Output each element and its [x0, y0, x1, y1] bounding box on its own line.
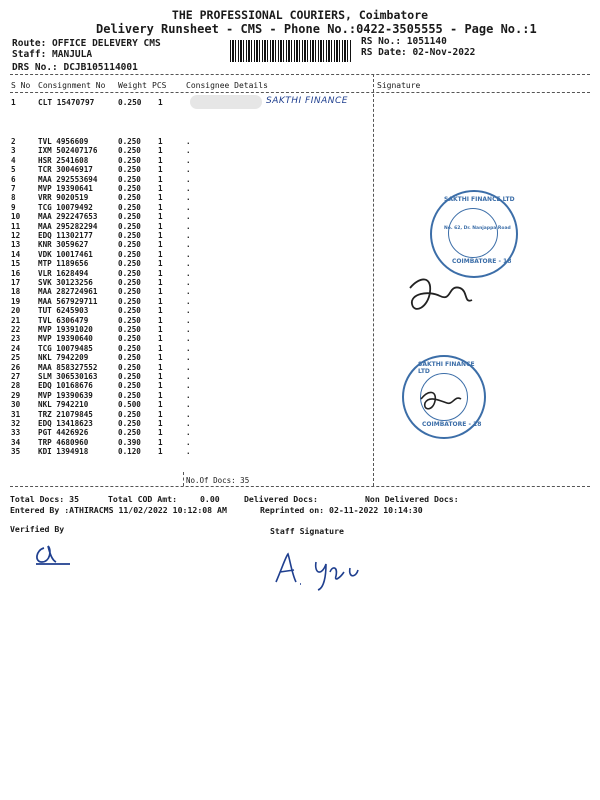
consignee-dot: . — [186, 400, 191, 410]
consignee-dot: . — [186, 343, 191, 353]
row-consignment: HSR 2541608 — [38, 155, 89, 165]
table-row — [0, 166, 600, 174]
row-pcs: 1 — [158, 212, 163, 222]
row-sno: 24 — [11, 343, 21, 353]
row-consignment: MVP 19391020 — [38, 325, 93, 334]
row-weight: 0.250 — [118, 212, 141, 222]
row-weight: 0.250 — [118, 98, 142, 107]
row-weight: 0.250 — [118, 390, 141, 400]
consignee-dot: . — [186, 437, 191, 447]
consignee-dot: . — [186, 202, 191, 212]
consignee-dot: . — [186, 428, 191, 438]
row-pcs: 1 — [158, 296, 163, 306]
row-consignment: EDQ 10168676 — [38, 381, 93, 391]
drs-number: DRS No.: DCJB105114001 — [12, 62, 138, 73]
consignee-dot: . — [186, 231, 191, 240]
consignee-dot: . — [186, 184, 191, 193]
row-consignment: VDK 10017461 — [38, 249, 93, 259]
row-consignment: TVL 4956609 — [38, 137, 89, 146]
consignee-dot: . — [186, 362, 191, 372]
row-sno: 6 — [11, 174, 16, 184]
row-consignment: CLT 15470797 — [38, 98, 95, 107]
row-consignment: MTP 1189656 — [38, 259, 89, 269]
verifier-signature — [30, 540, 76, 570]
row-weight: 0.250 — [118, 306, 141, 316]
table-row — [0, 335, 600, 343]
table-row — [0, 326, 600, 334]
row-weight: 0.250 — [118, 419, 141, 428]
row-sno: 10 — [11, 212, 21, 222]
table-row — [0, 354, 600, 362]
barcode — [230, 40, 352, 62]
receiver-signature — [402, 270, 482, 320]
table-row — [0, 420, 600, 428]
row-pcs: 1 — [158, 428, 163, 438]
row-sno: 3 — [11, 146, 16, 156]
row-weight: 0.250 — [118, 193, 141, 203]
row-consignment: TRP 4680960 — [38, 437, 89, 447]
consignee-dot: . — [186, 155, 191, 165]
row-pcs: 1 — [158, 240, 163, 250]
row-consignment: VRR 9020519 — [38, 193, 89, 203]
column-consignee: Consignee Details — [186, 81, 268, 90]
rs-date: RS Date: 02-Nov-2022 — [361, 47, 476, 58]
consignee-dot: . — [186, 259, 191, 269]
column-pcs: PCS — [152, 81, 167, 90]
table-row — [0, 382, 600, 390]
row-consignment: NKL 7942210 — [38, 400, 89, 410]
document-subtitle: Delivery Runsheet - CMS - Phone No.:0422-3505555 - Page No.:1 — [96, 22, 537, 36]
table-bottom-rule — [10, 486, 590, 487]
row-sno: 23 — [11, 334, 21, 344]
row-sno: 28 — [11, 381, 21, 391]
row-pcs: 1 — [158, 146, 163, 156]
row-consignment: SVK 30123256 — [38, 278, 93, 287]
verified-by-label: Verified By — [10, 524, 65, 534]
consignee-dot: . — [186, 315, 191, 325]
consignee-dot: . — [186, 193, 191, 203]
redacted-name-blur — [190, 95, 262, 109]
row-consignment: MVP 19390641 — [38, 184, 93, 193]
row-weight: 0.250 — [118, 202, 141, 212]
row-sno: 17 — [11, 278, 21, 287]
column-sno: S No — [11, 81, 31, 90]
company-stamp: SAKTHI FINANCE LTD COIMBATORE - 18 — [402, 355, 486, 439]
row-pcs: 1 — [158, 155, 163, 165]
row-weight: 0.250 — [118, 428, 141, 438]
row-sno: 31 — [11, 409, 21, 419]
column-consignment: Consignment No — [38, 81, 106, 90]
row-consignment: MAA 295282294 — [38, 221, 98, 231]
row-pcs: 1 — [158, 372, 163, 381]
row-weight: 0.250 — [118, 231, 141, 240]
row-sno: 34 — [11, 437, 21, 447]
table-row — [0, 439, 600, 447]
row-pcs: 1 — [158, 98, 163, 107]
row-weight: 0.250 — [118, 409, 141, 419]
row-pcs: 1 — [158, 390, 163, 400]
consignee-dot: . — [186, 306, 191, 316]
row-pcs: 1 — [158, 278, 163, 287]
row-weight: 0.250 — [118, 334, 141, 344]
row-consignment: MVP 19390639 — [38, 390, 93, 400]
row-sno: 13 — [11, 240, 21, 250]
company-stamp: SAKTHI FINANCE LTD COIMBATORE - 18 No. 62, Dr. Nanjappa Road — [430, 190, 518, 278]
total-cod-label: Total COD Amt: — [108, 494, 178, 504]
row-consignment: TCG 10079492 — [38, 202, 93, 212]
row-weight: 0.250 — [118, 381, 141, 391]
row-pcs: 1 — [158, 419, 163, 428]
table-row — [0, 185, 600, 193]
delivered-docs: Delivered Docs: — [244, 494, 318, 504]
row-pcs: 1 — [158, 287, 163, 297]
row-sno: 1 — [11, 98, 16, 107]
row-sno: 32 — [11, 419, 21, 428]
row-pcs: 1 — [158, 221, 163, 231]
row-consignment: KNR 3059627 — [38, 240, 89, 250]
table-row — [0, 147, 600, 155]
table-row — [0, 345, 600, 353]
row-sno: 30 — [11, 400, 21, 410]
row-pcs: 1 — [158, 249, 163, 259]
row-pcs: 1 — [158, 400, 163, 410]
table-row — [0, 317, 600, 325]
row-consignment: PGT 4426926 — [38, 428, 89, 438]
docs-box-divider — [183, 472, 184, 486]
row-weight: 0.250 — [118, 287, 141, 297]
row-consignment: MAA 282724961 — [38, 287, 98, 297]
row-sno: 27 — [11, 372, 21, 381]
row-sno: 25 — [11, 353, 21, 363]
consignee-dot: . — [186, 334, 191, 344]
row-pcs: 1 — [158, 334, 163, 344]
row-weight: 0.120 — [118, 447, 141, 457]
row-pcs: 1 — [158, 174, 163, 184]
row-sno: 33 — [11, 428, 21, 438]
row-pcs: 1 — [158, 306, 163, 316]
row-weight: 0.250 — [118, 268, 141, 278]
row-weight: 0.250 — [118, 325, 141, 334]
row-consignment: TVL 6306479 — [38, 315, 89, 325]
table-row — [0, 157, 600, 165]
table-row — [0, 364, 600, 372]
row-weight: 0.250 — [118, 174, 141, 184]
row-consignment: VLR 1628494 — [38, 268, 89, 278]
consignee-dot: . — [186, 278, 191, 287]
consignee-dot: . — [186, 419, 191, 428]
row-consignment: MVP 19390640 — [38, 334, 93, 344]
table-row — [0, 138, 600, 146]
row-weight: 0.250 — [118, 372, 141, 381]
consignee-handwritten: SAKTHI FINANCE — [266, 96, 348, 106]
row-sno: 9 — [11, 202, 16, 212]
row-sno: 7 — [11, 184, 16, 193]
row-consignment: SLM 306530163 — [38, 372, 98, 381]
table-row — [0, 411, 600, 419]
table-row — [0, 429, 600, 437]
entered-by: Entered By :ATHIRACMS 11/02/2022 10:12:08 AM — [10, 505, 227, 515]
consignee-dot: . — [186, 221, 191, 231]
row-weight: 0.250 — [118, 296, 141, 306]
row-sno: 20 — [11, 306, 21, 316]
row-pcs: 1 — [158, 202, 163, 212]
row-consignment: TUT 6245903 — [38, 306, 89, 316]
consignee-dot: . — [186, 353, 191, 363]
consignee-dot: . — [186, 287, 191, 297]
row-sno: 21 — [11, 315, 21, 325]
no-of-docs: No.Of Docs: 35 — [186, 476, 250, 485]
row-consignment: MAA 567929711 — [38, 296, 98, 306]
row-pcs: 1 — [158, 343, 163, 353]
row-pcs: 1 — [158, 165, 163, 175]
row-weight: 0.250 — [118, 353, 141, 363]
column-weight: Weight — [118, 81, 147, 90]
row-sno: 15 — [11, 259, 21, 269]
row-weight: 0.250 — [118, 165, 141, 175]
staff-label: Staff: MANJULA — [12, 49, 93, 60]
row-pcs: 1 — [158, 325, 163, 334]
table-row — [0, 270, 600, 278]
row-sno: 18 — [11, 287, 21, 297]
row-pcs: 1 — [158, 381, 163, 391]
row-sno: 4 — [11, 155, 16, 165]
non-delivered-docs: Non Delivered Docs: — [365, 494, 459, 504]
row-consignment: EDQ 11302177 — [38, 231, 93, 240]
row-weight: 0.250 — [118, 146, 141, 156]
row-consignment: TCG 10079485 — [38, 343, 93, 353]
row-consignment: MAA 858327552 — [38, 362, 98, 372]
reprinted-on: Reprinted on: 02-11-2022 10:14:30 — [260, 505, 423, 515]
row-weight: 0.250 — [118, 249, 141, 259]
consignee-dot: . — [186, 212, 191, 222]
row-pcs: 1 — [158, 437, 163, 447]
staff-signature-label: Staff Signature — [270, 526, 344, 536]
row-pcs: 1 — [158, 315, 163, 325]
table-row — [0, 373, 600, 381]
row-weight: 0.250 — [118, 221, 141, 231]
consignee-dot: . — [186, 296, 191, 306]
consignee-dot: . — [186, 146, 191, 156]
consignee-dot: . — [186, 325, 191, 334]
consignee-dot: . — [186, 249, 191, 259]
total-docs: Total Docs: 35 — [10, 494, 80, 504]
row-weight: 0.250 — [118, 184, 141, 193]
row-pcs: 1 — [158, 362, 163, 372]
row-sno: 29 — [11, 390, 21, 400]
consignee-dot: . — [186, 372, 191, 381]
row-weight: 0.250 — [118, 259, 141, 269]
table-row — [0, 448, 600, 456]
row-weight: 0.250 — [118, 155, 141, 165]
row-consignment: TRZ 21079845 — [38, 409, 93, 419]
row-sno: 11 — [11, 221, 21, 231]
row-weight: 0.250 — [118, 240, 141, 250]
row-sno: 35 — [11, 447, 21, 457]
row-sno: 8 — [11, 193, 16, 203]
row-weight: 0.500 — [118, 400, 141, 410]
row-consignment: MAA 292247653 — [38, 212, 98, 222]
table-row — [0, 307, 600, 315]
row-sno: 22 — [11, 325, 21, 334]
table-row — [0, 176, 600, 184]
consignee-dot: . — [186, 240, 191, 250]
consignee-dot: . — [186, 268, 191, 278]
row-consignment: KDI 1394918 — [38, 447, 89, 457]
row-pcs: 1 — [158, 409, 163, 419]
row-sno: 19 — [11, 296, 21, 306]
consignee-dot: . — [186, 174, 191, 184]
row-pcs: 1 — [158, 259, 163, 269]
row-sno: 2 — [11, 137, 16, 146]
route-label: Route: OFFICE DELEVERY CMS — [12, 38, 161, 49]
table-row — [0, 279, 600, 287]
column-signature: Signature — [377, 81, 421, 90]
consignee-dot: . — [186, 165, 191, 175]
table-row — [0, 298, 600, 306]
table-top-rule — [10, 74, 590, 75]
row-weight: 0.250 — [118, 137, 141, 146]
consignee-dot: . — [186, 137, 191, 146]
row-pcs: 1 — [158, 353, 163, 363]
row-sno: 12 — [11, 231, 21, 240]
row-pcs: 1 — [158, 231, 163, 240]
consignee-dot: . — [186, 390, 191, 400]
row-consignment: MAA 292553694 — [38, 174, 98, 184]
row-consignment: TCR 30046917 — [38, 165, 93, 175]
row-sno: 26 — [11, 362, 21, 372]
row-pcs: 1 — [158, 268, 163, 278]
row-pcs: 1 — [158, 184, 163, 193]
consignee-dot: . — [186, 381, 191, 391]
consignee-dot: . — [186, 447, 191, 457]
row-consignment: EDQ 13418623 — [38, 419, 93, 428]
row-consignment: IXM 502407176 — [38, 146, 98, 156]
row-weight: 0.250 — [118, 278, 141, 287]
row-pcs: 1 — [158, 193, 163, 203]
row-weight: 0.390 — [118, 437, 141, 447]
receiver-signature — [415, 385, 465, 415]
row-weight: 0.250 — [118, 362, 141, 372]
row-weight: 0.250 — [118, 315, 141, 325]
table-header-rule — [10, 92, 590, 93]
row-pcs: 1 — [158, 447, 163, 457]
row-sno: 14 — [11, 249, 21, 259]
row-sno: 5 — [11, 165, 16, 175]
table-row — [0, 288, 600, 296]
document-title: THE PROFESSIONAL COURIERS, Coimbatore — [171, 8, 429, 22]
table-row — [0, 392, 600, 400]
total-cod-value: 0.00 — [200, 494, 220, 504]
consignee-dot: . — [186, 409, 191, 419]
row-weight: 0.250 — [118, 343, 141, 353]
rs-number: RS No.: 1051140 — [361, 36, 447, 47]
row-consignment: NKL 7942209 — [38, 353, 89, 363]
row-pcs: 1 — [158, 137, 163, 146]
row-sno: 16 — [11, 268, 21, 278]
table-row — [0, 401, 600, 409]
staff-signature — [270, 548, 370, 592]
